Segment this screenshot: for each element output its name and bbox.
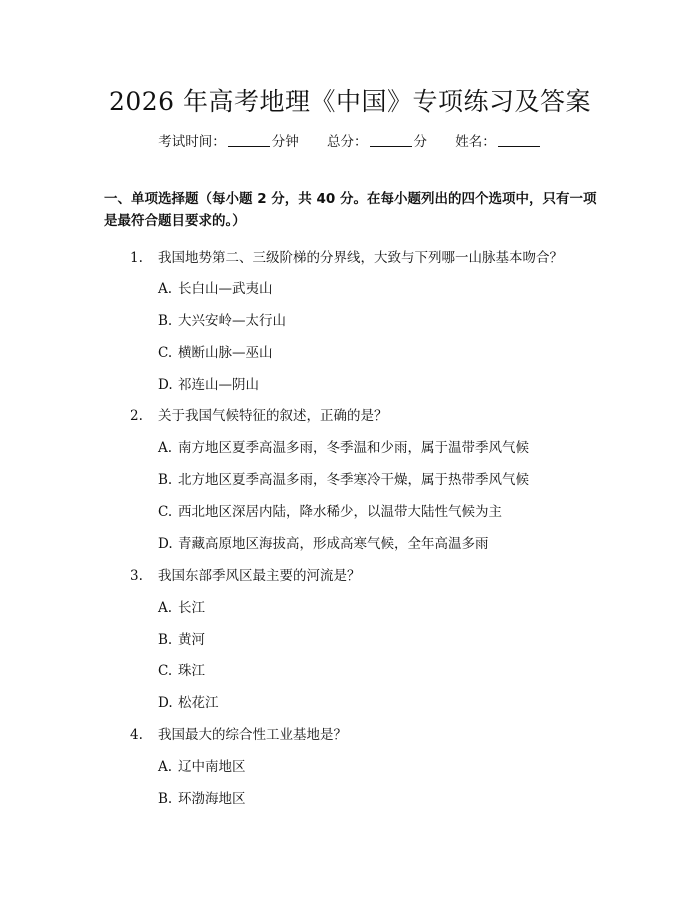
section-heading: 一、单项选择题（每小题 2 分，共 40 分。在每小题列出的四个选项中，只有一项是最符合题目要求的。） <box>104 191 597 229</box>
option-text: 祁连山—阴山 <box>178 377 259 393</box>
exam-time-label: 考试时间： <box>158 134 226 150</box>
option-text: 西北地区深居内陆，降水稀少，以温带大陆性气候为主 <box>178 504 502 520</box>
option-letter: A. <box>158 281 173 297</box>
document-title: 2026 年高考地理《中国》专项练习及答案 <box>108 87 592 116</box>
option-letter: C. <box>158 663 173 679</box>
option-letter: D. <box>158 695 173 711</box>
question-1-option-d <box>158 373 259 393</box>
option-letter: A. <box>158 600 173 616</box>
option-text: 黄河 <box>178 632 205 648</box>
question-1-option-b <box>158 309 286 329</box>
option-letter: B. <box>158 791 173 807</box>
question-4-option-a <box>158 755 246 775</box>
option-letter: C. <box>158 345 173 361</box>
option-text: 青藏高原地区海拔高，形成高寒气候，全年高温多雨 <box>178 536 489 552</box>
student-name-label: 姓名： <box>455 134 496 150</box>
student-name-field <box>455 134 542 150</box>
option-text: 南方地区夏季高温多雨，冬季温和少雨，属于温带季风气候 <box>178 440 529 456</box>
total-score-field <box>327 134 431 150</box>
question-1-option-c <box>158 341 273 361</box>
option-letter: A. <box>158 440 173 456</box>
exam-time-unit: 分钟 <box>271 134 299 150</box>
exam-time-blank <box>228 134 270 147</box>
question-4 <box>130 723 347 743</box>
question-2-option-d <box>158 532 489 552</box>
option-text: 松花江 <box>178 695 219 711</box>
option-text: 横断山脉—巫山 <box>178 345 273 361</box>
exam-meta-line <box>0 130 700 150</box>
question-3-option-b <box>158 628 205 648</box>
option-text: 辽中南地区 <box>178 759 246 775</box>
question-number: 2. <box>130 408 143 424</box>
option-letter: D. <box>158 377 173 393</box>
option-letter: B. <box>158 313 173 329</box>
question-2 <box>130 404 388 424</box>
question-text: 我国地势第二、三级阶梯的分界线，大致与下列哪一山脉基本吻合？ <box>158 250 563 266</box>
option-letter: B. <box>158 632 173 648</box>
question-3 <box>130 564 361 584</box>
question-number: 4. <box>130 727 143 743</box>
option-text: 环渤海地区 <box>178 791 246 807</box>
question-number: 1. <box>130 250 143 266</box>
question-number: 3. <box>130 568 143 584</box>
question-text: 关于我国气候特征的叙述，正确的是？ <box>158 408 388 424</box>
question-4-option-b <box>158 787 246 807</box>
question-3-option-a <box>158 596 205 616</box>
question-2-option-c <box>158 500 502 520</box>
question-3-option-c <box>158 659 205 679</box>
total-score-unit: 分 <box>413 134 427 150</box>
option-letter: A. <box>158 759 173 775</box>
question-3-option-d <box>158 691 219 711</box>
question-2-option-b <box>158 468 529 488</box>
question-1-option-a <box>158 277 273 297</box>
question-1 <box>130 246 563 266</box>
option-letter: B. <box>158 472 173 488</box>
option-letter: C. <box>158 504 173 520</box>
total-score-label: 总分： <box>327 134 368 150</box>
option-text: 长江 <box>178 600 205 616</box>
exam-time-field <box>158 134 303 150</box>
question-2-option-a <box>158 436 529 456</box>
option-text: 长白山—武夷山 <box>178 281 273 297</box>
option-letter: D. <box>158 536 173 552</box>
question-text: 我国最大的综合性工业基地是？ <box>158 727 347 743</box>
option-text: 北方地区夏季高温多雨，冬季寒冷干燥，属于热带季风气候 <box>178 472 529 488</box>
option-text: 大兴安岭—太行山 <box>178 313 286 329</box>
total-score-blank <box>370 134 412 147</box>
question-text: 我国东部季风区最主要的河流是？ <box>158 568 361 584</box>
student-name-blank <box>498 134 540 147</box>
option-text: 珠江 <box>178 663 205 679</box>
